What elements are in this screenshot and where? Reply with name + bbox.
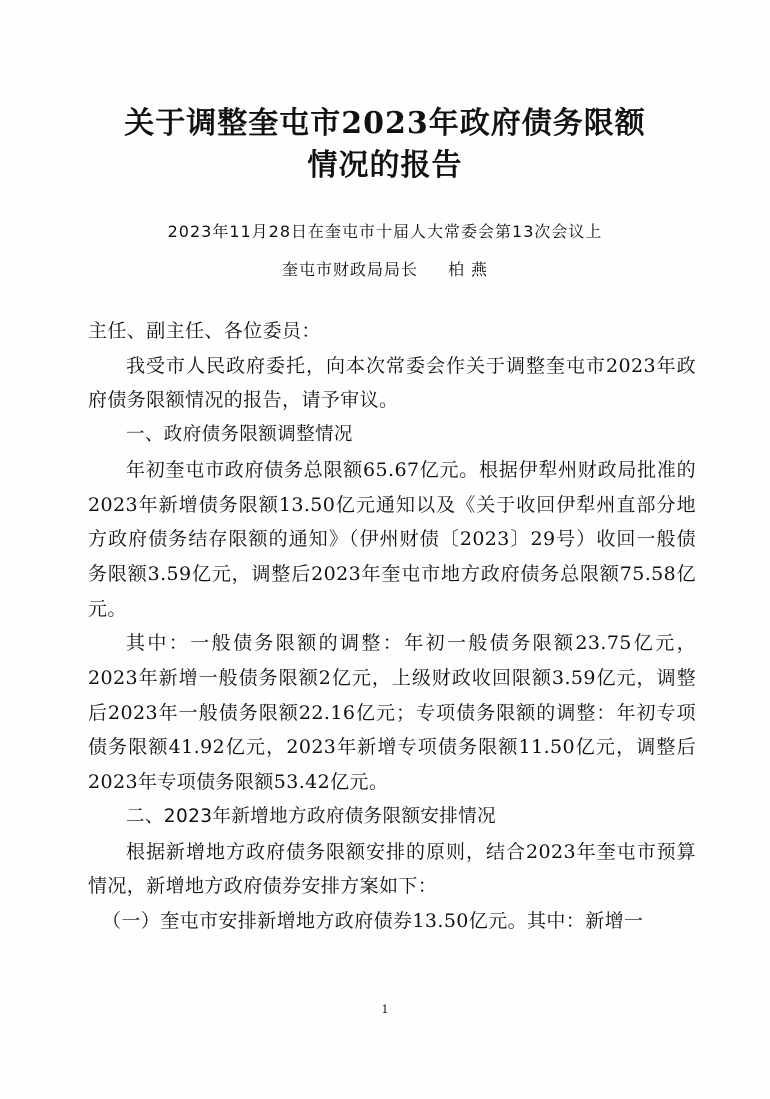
section2-heading: 二、2023年新增地方政府债务限额安排情况 bbox=[126, 805, 496, 827]
salutation: 主任、副主任、各位委员： bbox=[88, 320, 321, 342]
page-number: 1 bbox=[381, 1003, 389, 1016]
section2-subitem1: （一）奎屯市安排新增地方政府债券13.50亿元。其中：新增一 bbox=[102, 909, 644, 932]
report-title-line1: 关于调整奎屯市2023年政府债务限额 bbox=[124, 106, 646, 141]
section2-paragraph1: 根据新增地方政府债务限额安排的原则，结合2023年奎屯市预算情况，新增地方政府债券安排方案如下： bbox=[88, 840, 696, 898]
reporter-name: 柏 燕 bbox=[447, 260, 489, 279]
report-title-line2: 情况的报告 bbox=[307, 148, 463, 183]
intro-paragraph: 我受市人民政府委托，向本次常委会作关于调整奎屯市2023年政府债务限额情况的报告，请予审议。 bbox=[88, 354, 696, 412]
reporter-line bbox=[0, 258, 770, 282]
meeting-info: 2023年11月28日在奎屯市十届人大常委会第13次会议上 bbox=[167, 222, 603, 241]
section1-paragraph1: 年初奎屯市政府债务总限额65.67亿元。根据伊犁州财政局批准的2023年新增债务限额13.50亿元通知以及《关于收回伊犁州直部分地方政府债务结存限额的通知》（伊州财债〔2023〕29号）收回一般债务限额3.59亿元，调整后2023年奎屯市地方政府债务总限额75.58亿元。 bbox=[88, 458, 696, 620]
section1-heading: 一、政府债务限额调整情况 bbox=[126, 424, 353, 446]
section1-paragraph2: 其中：一般债务限额的调整：年初一般债务限额23.75亿元，2023年新增一般债务限额2亿元，上级财政收回限额3.59亿元，调整后2023年一般债务限额22.16亿元；专项债务限额的调整：年初专项债务限额41.92亿元，2023年新增专项债务限额11.50亿元，调整后2023年专项债务限额53.42亿元。 bbox=[88, 632, 696, 794]
report-body bbox=[88, 314, 696, 939]
reporter-title: 奎屯市财政局局长 bbox=[281, 260, 418, 279]
